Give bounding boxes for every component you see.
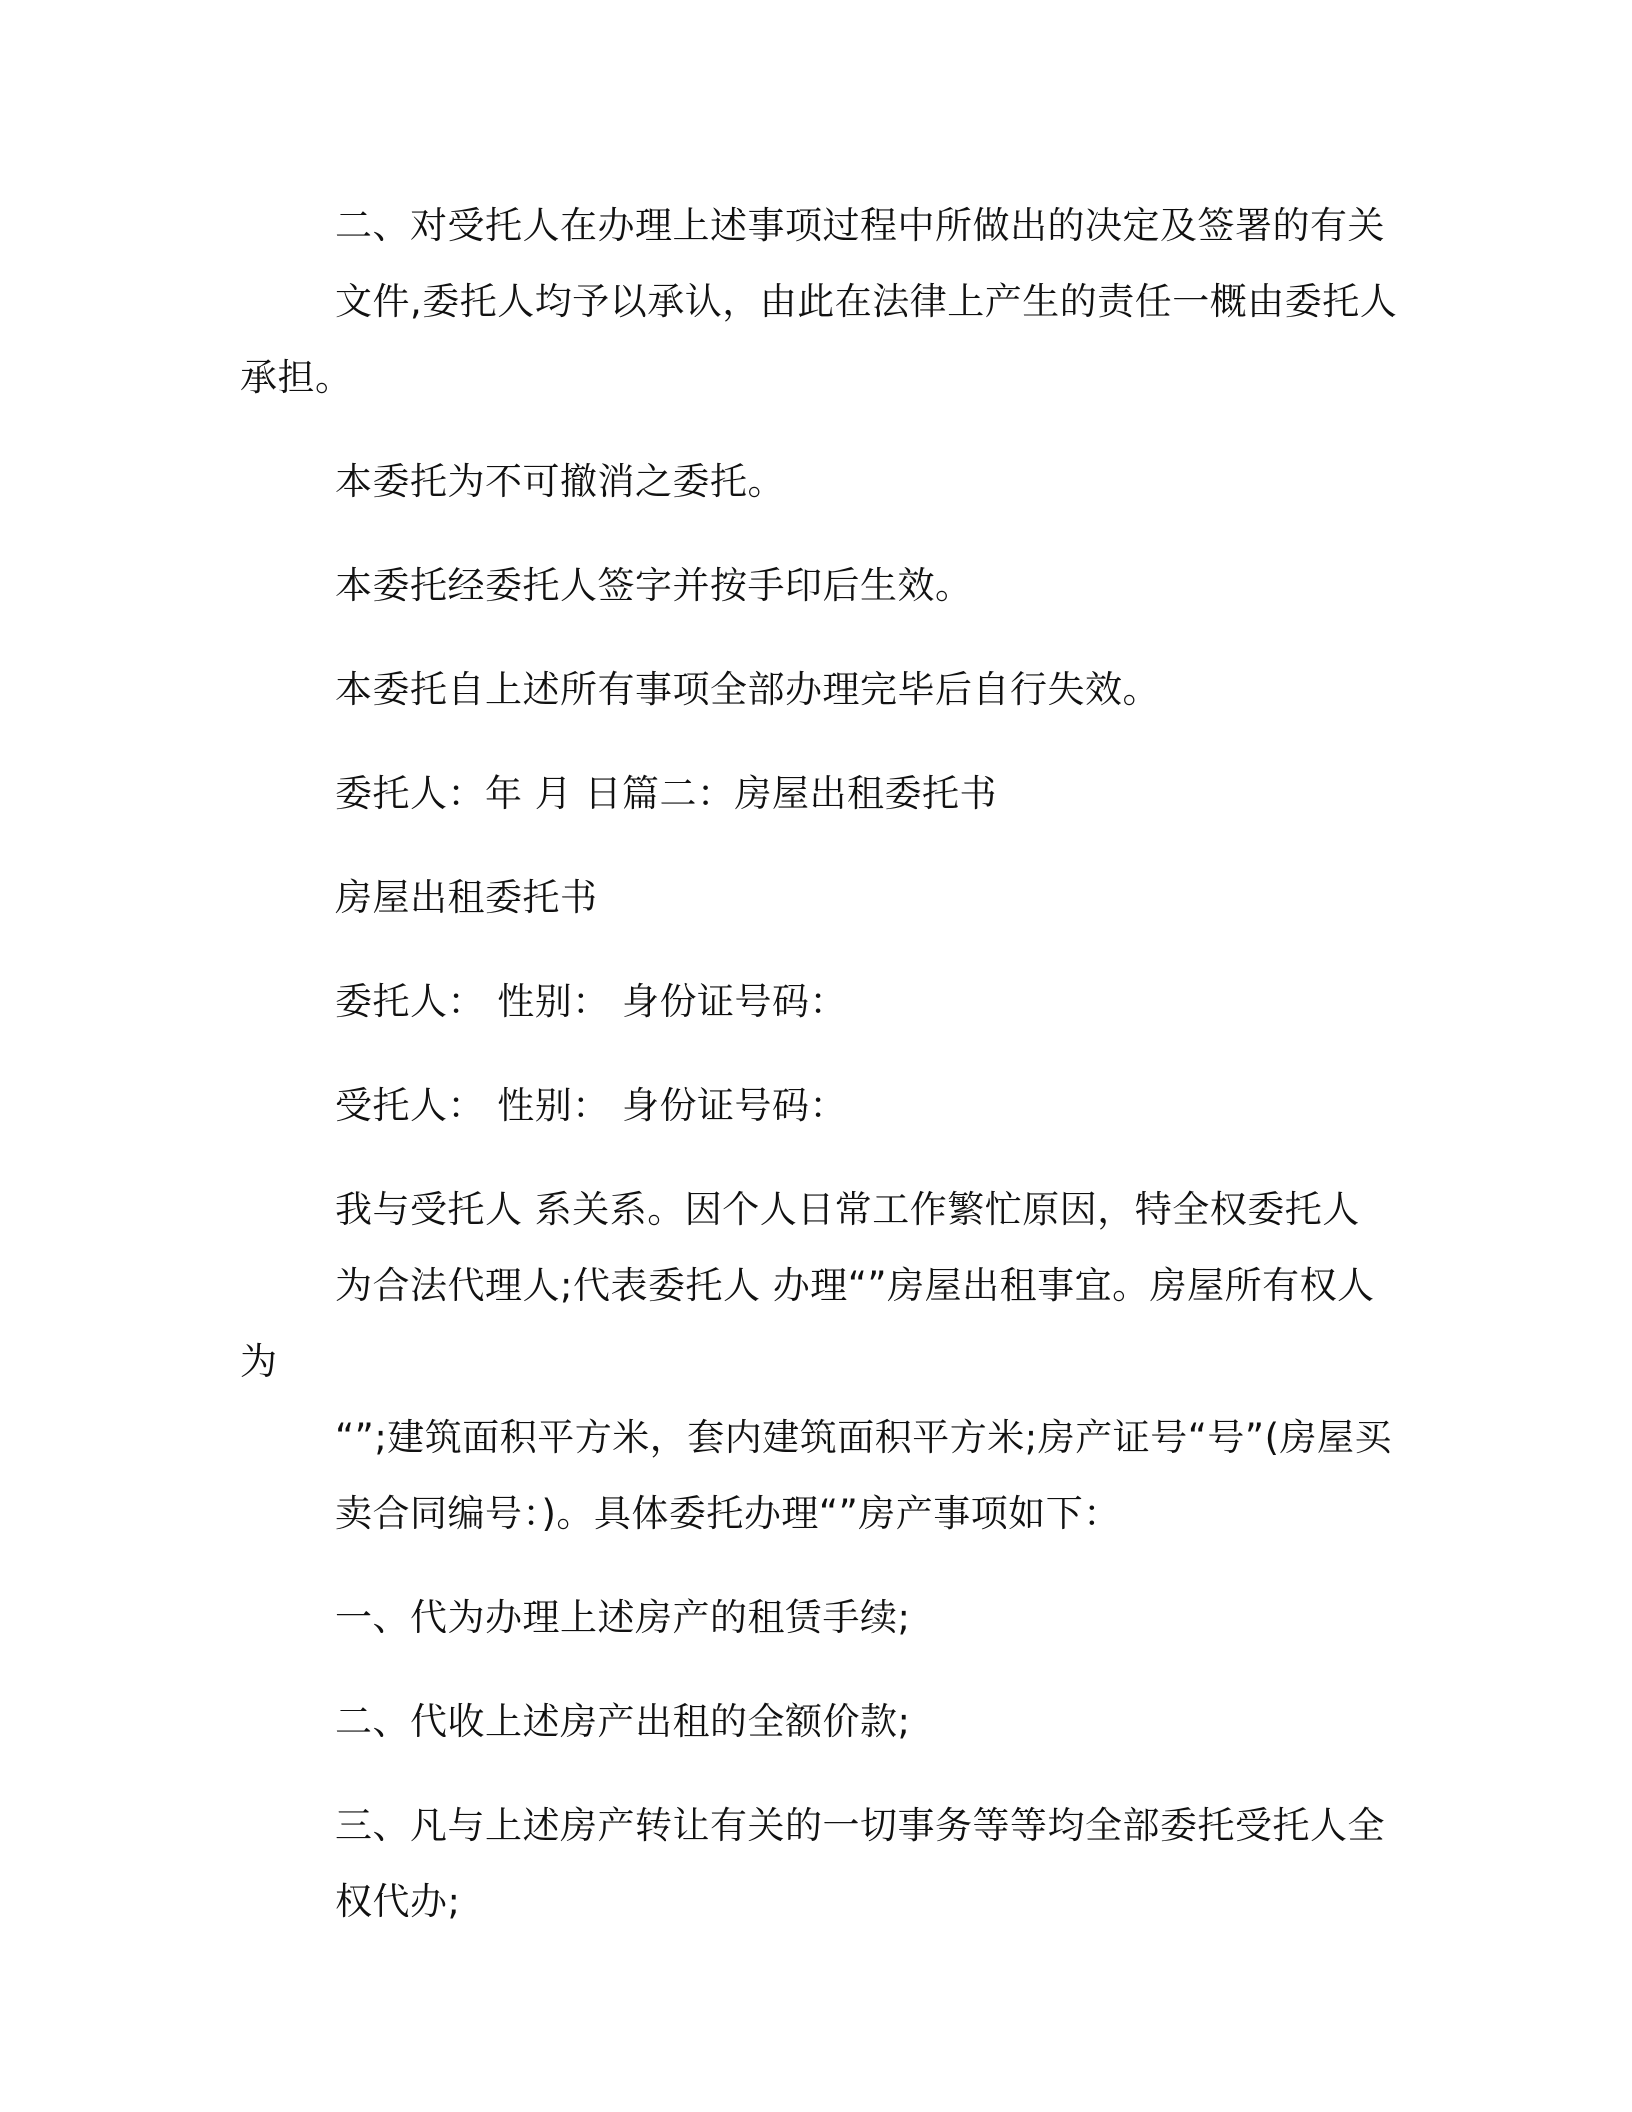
text-line: 权代办; — [335, 1880, 461, 1923]
text-line: 本委托经委托人签字并按手印后生效。 — [335, 564, 973, 607]
text-line: 二、代收上述房产出租的全额价款; — [335, 1700, 911, 1743]
text-line: 本委托自上述所有事项全部办理完毕后自行失效。 — [335, 668, 1160, 711]
paragraph-irrevocable — [240, 444, 1400, 520]
document-body — [240, 188, 1400, 1968]
text-line: 为合法代理人;代表委托人 办理“”房屋出租事宜。房屋所有权人为 — [240, 1264, 1375, 1383]
paragraph-item-3 — [240, 1788, 1400, 1940]
paragraph-item-2 — [240, 1684, 1400, 1760]
paragraph-signature-date — [240, 756, 1400, 832]
text-line: 文件,委托人均予以承认，由此在法律上产生的责任一概由委托人承担。 — [240, 280, 1398, 399]
paragraph-principal-info — [240, 964, 1400, 1040]
text-line: “”;建筑面积平方米，套内建筑面积平方米;房产证号“号”(房屋买 — [335, 1416, 1393, 1459]
text-line: 三、凡与上述房产转让有关的一切事务等等均全部委托受托人全 — [335, 1804, 1385, 1847]
text-line: 本委托为不可撤消之委托。 — [335, 460, 785, 503]
text-line: 受托人： 性别： 身份证号码： — [335, 1084, 848, 1127]
paragraph-agent-info — [240, 1068, 1400, 1144]
section-title — [240, 860, 1400, 936]
text-line: 一、代为办理上述房产的租赁手续; — [335, 1596, 911, 1639]
text-line: 房屋出租委托书 — [335, 876, 598, 919]
paragraph-authorization — [240, 1172, 1400, 1552]
text-line: 二、对受托人在办理上述事项过程中所做出的决定及签署的有关 — [335, 204, 1385, 247]
text-line: 委托人：年 月 日篇二：房屋出租委托书 — [335, 772, 998, 815]
text-line: 卖合同编号：)。具体委托办理“”房产事项如下： — [335, 1492, 1121, 1535]
paragraph-effective — [240, 548, 1400, 624]
paragraph-expiry — [240, 652, 1400, 728]
paragraph-item-1 — [240, 1580, 1400, 1656]
text-line: 我与受托人 系关系。因个人日常工作繁忙原因，特全权委托人 — [335, 1188, 1360, 1231]
text-line: 委托人： 性别： 身份证号码： — [335, 980, 848, 1023]
paragraph-clause-2-acknowledgement — [240, 188, 1400, 416]
